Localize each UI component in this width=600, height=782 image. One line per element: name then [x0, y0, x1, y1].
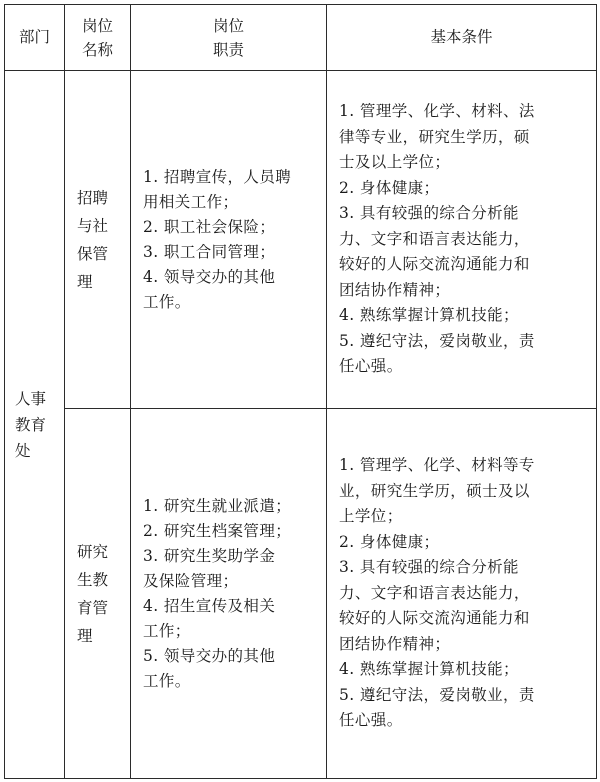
duties-cell: [131, 409, 327, 779]
requirement-line: 较好的人际交流沟通能力和: [339, 609, 530, 628]
requirement-line: 2. 身体健康；: [339, 178, 440, 197]
duty-line: 5. 领导交办的其他: [143, 646, 276, 665]
requirements-cell: [327, 409, 597, 779]
duty-line: 工作。: [143, 292, 191, 311]
duty-line: 4. 招生宣传及相关: [143, 596, 276, 615]
duty-line: 用相关工作；: [143, 192, 239, 211]
duty-line: 工作；: [143, 621, 191, 640]
requirement-line: 1. 管理学、化学、材料、法: [339, 102, 535, 121]
header-dept: 部门: [5, 5, 65, 71]
header-requirements: 基本条件: [327, 5, 597, 71]
duty-line: 工作。: [143, 671, 191, 690]
duties-cell: [131, 71, 327, 409]
duty-line: 1. 招聘宣传，人员聘: [143, 167, 292, 186]
requirement-line: 4. 熟练掌握计算机技能；: [339, 306, 519, 325]
duty-line: 3. 职工合同管理；: [143, 242, 276, 261]
requirement-line: 力、文字和语言表达能力，: [339, 229, 530, 248]
requirement-line: 5. 遵纪守法，爱岗敬业，责: [339, 685, 535, 704]
requirement-line: 3. 具有较强的综合分析能: [339, 558, 519, 577]
header-row: [5, 5, 597, 71]
job-requirements-table: [4, 4, 597, 779]
header-position-duty: 岗位 职责: [131, 5, 327, 71]
duty-line: 及保险管理；: [143, 571, 239, 590]
requirement-line: 5. 遵纪守法，爱岗敬业，责: [339, 331, 535, 350]
duty-line: 2. 研究生档案管理；: [143, 521, 292, 540]
table-row: [5, 71, 597, 409]
position-name-cell: 招聘与社保管理: [65, 71, 131, 409]
header-position-name: 岗位 名称: [65, 5, 131, 71]
requirement-line: 任心强。: [339, 711, 403, 730]
requirement-line: 2. 身体健康；: [339, 532, 440, 551]
duty-line: 3. 研究生奖助学金: [143, 546, 276, 565]
duty-line: 1. 研究生就业派遣；: [143, 496, 292, 515]
requirement-line: 1. 管理学、化学、材料等专: [339, 456, 535, 475]
requirements-cell: [327, 71, 597, 409]
requirement-line: 团结协作精神；: [339, 634, 451, 653]
department-cell: 人事教育处: [5, 71, 65, 779]
requirement-line: 律等专业，研究生学历，硕: [339, 127, 530, 146]
duty-line: 2. 职工社会保险；: [143, 217, 276, 236]
requirement-line: 任心强。: [339, 357, 403, 376]
requirement-line: 较好的人际交流沟通能力和: [339, 255, 530, 274]
requirement-line: 业，研究生学历，硕士及以: [339, 481, 530, 500]
duty-line: 4. 领导交办的其他: [143, 267, 276, 286]
requirement-line: 4. 熟练掌握计算机技能；: [339, 660, 519, 679]
position-name-cell: 研究生教育管理: [65, 409, 131, 779]
requirement-line: 士及以上学位；: [339, 153, 451, 172]
requirement-line: 力、文字和语言表达能力，: [339, 583, 530, 602]
requirement-line: 3. 具有较强的综合分析能: [339, 204, 519, 223]
requirement-line: 上学位；: [339, 507, 403, 526]
requirement-line: 团结协作精神；: [339, 280, 451, 299]
table-row: [5, 409, 597, 779]
